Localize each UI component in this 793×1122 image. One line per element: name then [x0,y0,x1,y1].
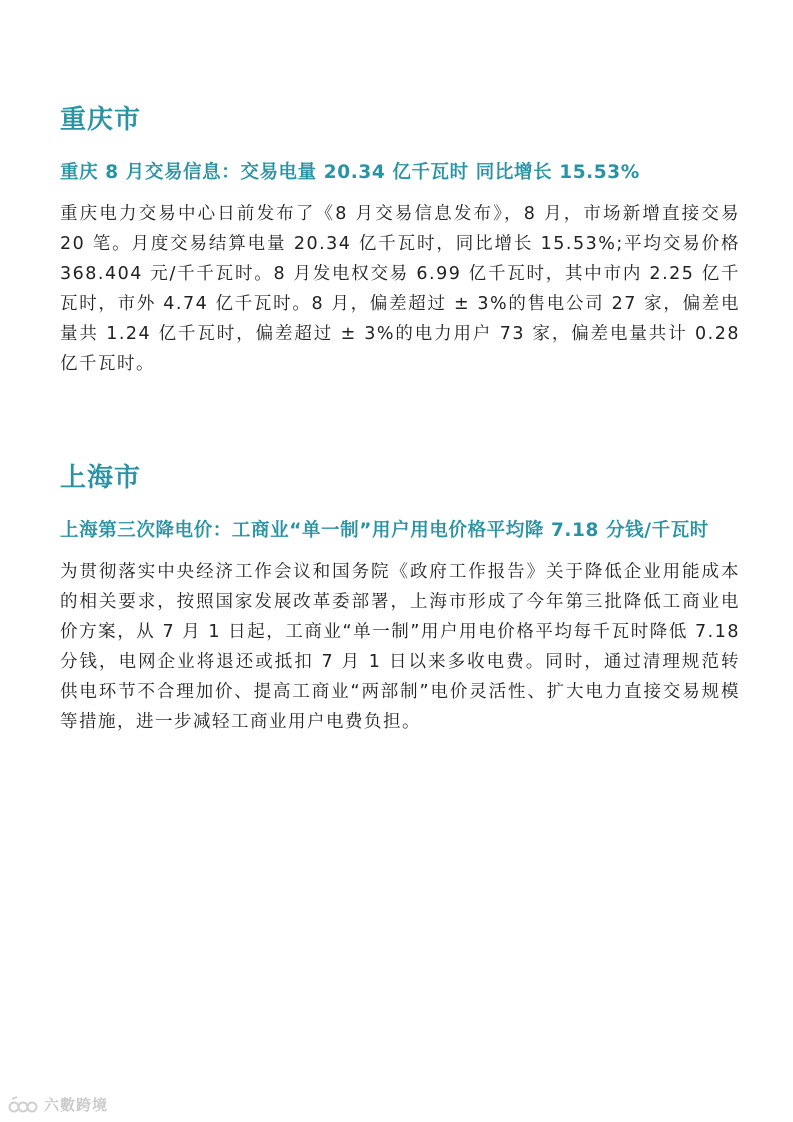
article-body: 为贯彻落实中央经济工作会议和国务院《政府工作报告》关于降低企业用能成本的相关要求，按照国家发展改革委部署，上海市形成了今年第三批降低工商业电价方案，从 7 月 1 日起，工商业“单一制”用户用电价格平均每千瓦时降低 7.18 分钱，电网企业将退还或抵扣 7 月 1 日以来多收电费。同时，通过清理规范转供电环节不合理加价、提高工商业“两部制”电价灵活性、扩大电力直接交易规模等措施，进一步减轻工商业用户电费负担。 [60,562,740,732]
section-shanghai [60,458,740,737]
watermark [8,1094,108,1115]
region-title: 上海市 [60,463,142,493]
article-headline: 重庆 8 月交易信息：交易电量 20.34 亿千瓦时 同比增长 15.53% [60,162,640,183]
article-headline: 上海第三次降电价：工商业“单一制”用户用电价格平均降 7.18 分钱/千瓦时 [60,520,709,541]
region-title: 重庆市 [60,105,142,135]
watermark-text: 六數跨境 [44,1096,109,1114]
article-body: 重庆电力交易中心日前发布了《8 月交易信息发布》，8 月，市场新增直接交易 20 笔。月度交易结算电量 20.34 亿千瓦时，同比增长 15.53%;平均交易价格 368.404 元/千千瓦时。8 月发电权交易 6.99 亿千瓦时，其中市内 2.25 亿千瓦时，市外 4.74 亿千瓦时。8 月，偏差超过 ± 3%的售电公司 27 家，偏差电量共 1.24 亿千瓦时，偏差超过 ± 3%的电力用户 73 家，偏差电量共计 0.28 亿千瓦时。 [60,204,740,374]
section-chongqing [60,100,740,379]
logo-mark-icon [8,1096,38,1114]
